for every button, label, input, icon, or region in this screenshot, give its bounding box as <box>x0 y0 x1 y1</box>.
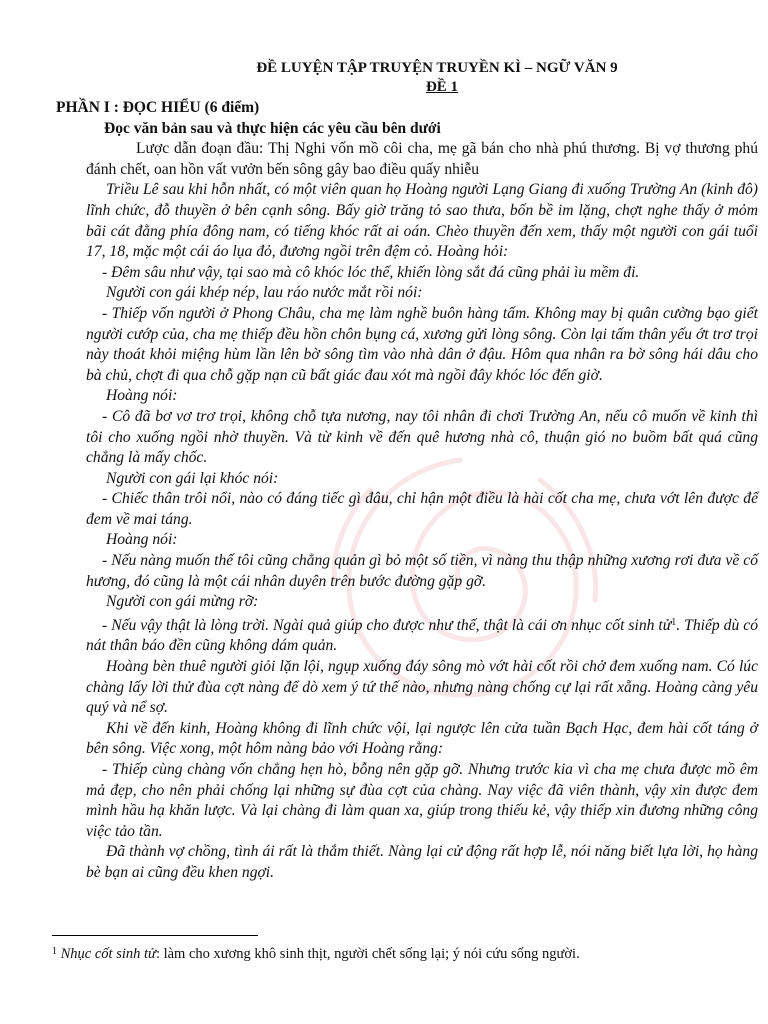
document-title: ĐỀ LUYỆN TẬP TRUYỆN TRUYỀN KÌ – NGỮ VĂN 9 <box>256 60 618 76</box>
story-paragraph-5: Hoàng nói: <box>106 387 178 405</box>
footnote-divider <box>52 935 258 936</box>
story-paragraph-2: - Đêm sâu như vậy, tại sao mà cô khóc lóc thế, khiến lòng sắt đá cũng phải ìu mềm đi. <box>102 263 640 281</box>
story-paragraph-14: Khi về đến kinh, Hoàng không đi lĩnh chức vội, lại ngược lên cửa tuần Bạch Hạc, đem hài cốt táng ở bên sông. Việc xong, một hôm nàng bảo với Hoàng rằng: <box>86 719 758 758</box>
footnote-term: Nhục cốt sinh tử <box>60 946 156 962</box>
story-paragraph-9: Hoàng nói: <box>106 531 178 549</box>
story-paragraph-15: - Thiếp cùng chàng vốn chẳng hẹn hò, bỗng nên gặp gỡ. Nhưng trước kia vì cha mẹ chưa được mồ êm mả đẹp, cho nên phải chống lại những sự đùa cợt của chàng. Nay việc đã viên thành, vậy xin được đem mình hầu hạ khăn lược. Và lại chàng đi làm quan xa, giúp trong thiếu kẻ, vậy thiếp xin đương những công việc tảo tần. <box>86 761 758 840</box>
summary-paragraph: Lược dẫn đoạn đầu: Thị Nghi vốn mồ côi cha, mẹ gã bán cho nhà phú thương. Bị vợ thương phú đánh chết, oan hồn vất vưởn bến sông gây bao điều quấy nhiễu <box>86 140 758 178</box>
story-paragraph-12 <box>86 613 758 657</box>
document-subtitle: ĐỀ 1 <box>425 79 459 95</box>
footnote-reference[interactable]: 1 <box>671 616 677 628</box>
part-title: PHẦN I : ĐỌC HIỂU (6 điểm) <box>56 99 260 116</box>
story-paragraph-7: Người con gái lại khóc nói: <box>106 469 279 487</box>
story-paragraph-12-start: - Nếu vậy thật là lòng trời. Ngài quả giúp cho được như thế, thật là cái ơn nhục cốt sinh tử <box>102 616 672 634</box>
instruction-text: Đọc văn bản sau và thực hiện các yêu cầu bên dưới <box>104 119 441 137</box>
story-paragraph-4: - Thiếp vốn người ở Phong Châu, cha mẹ làm nghề buôn hàng tấm. Không may bị quân cường bạo giết người cướp của, cha mẹ thiếp đều hồn chôn bụng cá, xương gửi lòng sông. Còn lại tấm thân yếu ớt trơ trọi này thoát khỏi miệng hùm lần lên bờ sông tìm vào nhà dân ở đậu. Hôm qua nhân ra bờ sông hái dâu cho bà chủ, chợt đi qua chỗ gặp nạn cũ bất giác đau xót mà ngồi đây khóc lóc đến giờ. <box>86 304 758 384</box>
footnote-mark: 1 <box>52 946 57 957</box>
document-content <box>56 58 758 884</box>
story-paragraph-6: - Cô đã bơ vơ trơ trọi, không chỗ tựa nương, nay tôi nhân đi chơi Trường An, nếu cô muốn về kinh thì tôi cho xuống ngồi nhờ thuyền. Và từ kinh về đến quê hương nhà cô, thuận gió no buồm bất quá cũng chẳng là mấy chốc. <box>86 407 758 467</box>
story-paragraph-8: - Chiếc thân trôi nổi, nào có đáng tiếc gì đâu, chỉ hận một điều là hài cốt cha mẹ, chưa vớt lên được để đem về mai táng. <box>86 490 758 528</box>
footnote <box>52 942 742 964</box>
story-paragraph-16: Đã thành vợ chồng, tình ái rất là thắm thiết. Nàng lại cử động rất hợp lễ, nói năng biết lựa lời, họ hàng bè bạn ai cũng đều khen ngợi. <box>86 843 758 881</box>
story-paragraph-3: Người con gái khép nép, lau ráo nước mắt rồi nói: <box>106 284 423 302</box>
story-paragraph-1: Triều Lê sau khi hỗn nhất, có một viên quan họ Hoàng người Lạng Giang đi xuống Trường An (kinh đô) lĩnh chức, đỗ thuyền ở bên cạnh sông. Bấy giờ trăng tỏ sao thưa, bốn bề im lặng, chợt nghe thấy ở mỏm bãi cát đằng phía đông nam, có tiếng khóc rất ai oán. Chèo thuyền đến xem, thấy một người con gái tuổi 17, 18, mặc một cái áo lụa đỏ, đương ngồi trên đệm cỏ. Hoàng hỏi: <box>86 181 758 261</box>
story-paragraph-12-end: . Thiếp dù có nát thân báo đền cũng không dám quản. <box>86 616 758 655</box>
story-paragraph-13: Hoàng bèn thuê người giỏi lặn lội, ngụp xuống đáy sông mò vớt hài cốt rồi chở đem xuống nam. Có lúc chàng lấy lời thử đùa cợt nàng để dò xem ý tứ thế nào, nhưng nàng chống cự lại rất xẵng. Hoàng càng yêu quý và nể sợ. <box>86 658 758 717</box>
story-paragraph-11: Người con gái mừng rỡ: <box>106 593 259 611</box>
story-paragraph-10: - Nếu nàng muốn thế tôi cũng chẳng quản gì bỏ một số tiền, vì nàng thu thập những xương rơi đưa về cố hương, đó cũng là một cái nhân duyên trên bước đường gặp gỡ. <box>86 552 758 590</box>
footnote-text: : làm cho xương khô sinh thịt, người chết sống lại; ý nói cứu sống người. <box>155 946 580 962</box>
